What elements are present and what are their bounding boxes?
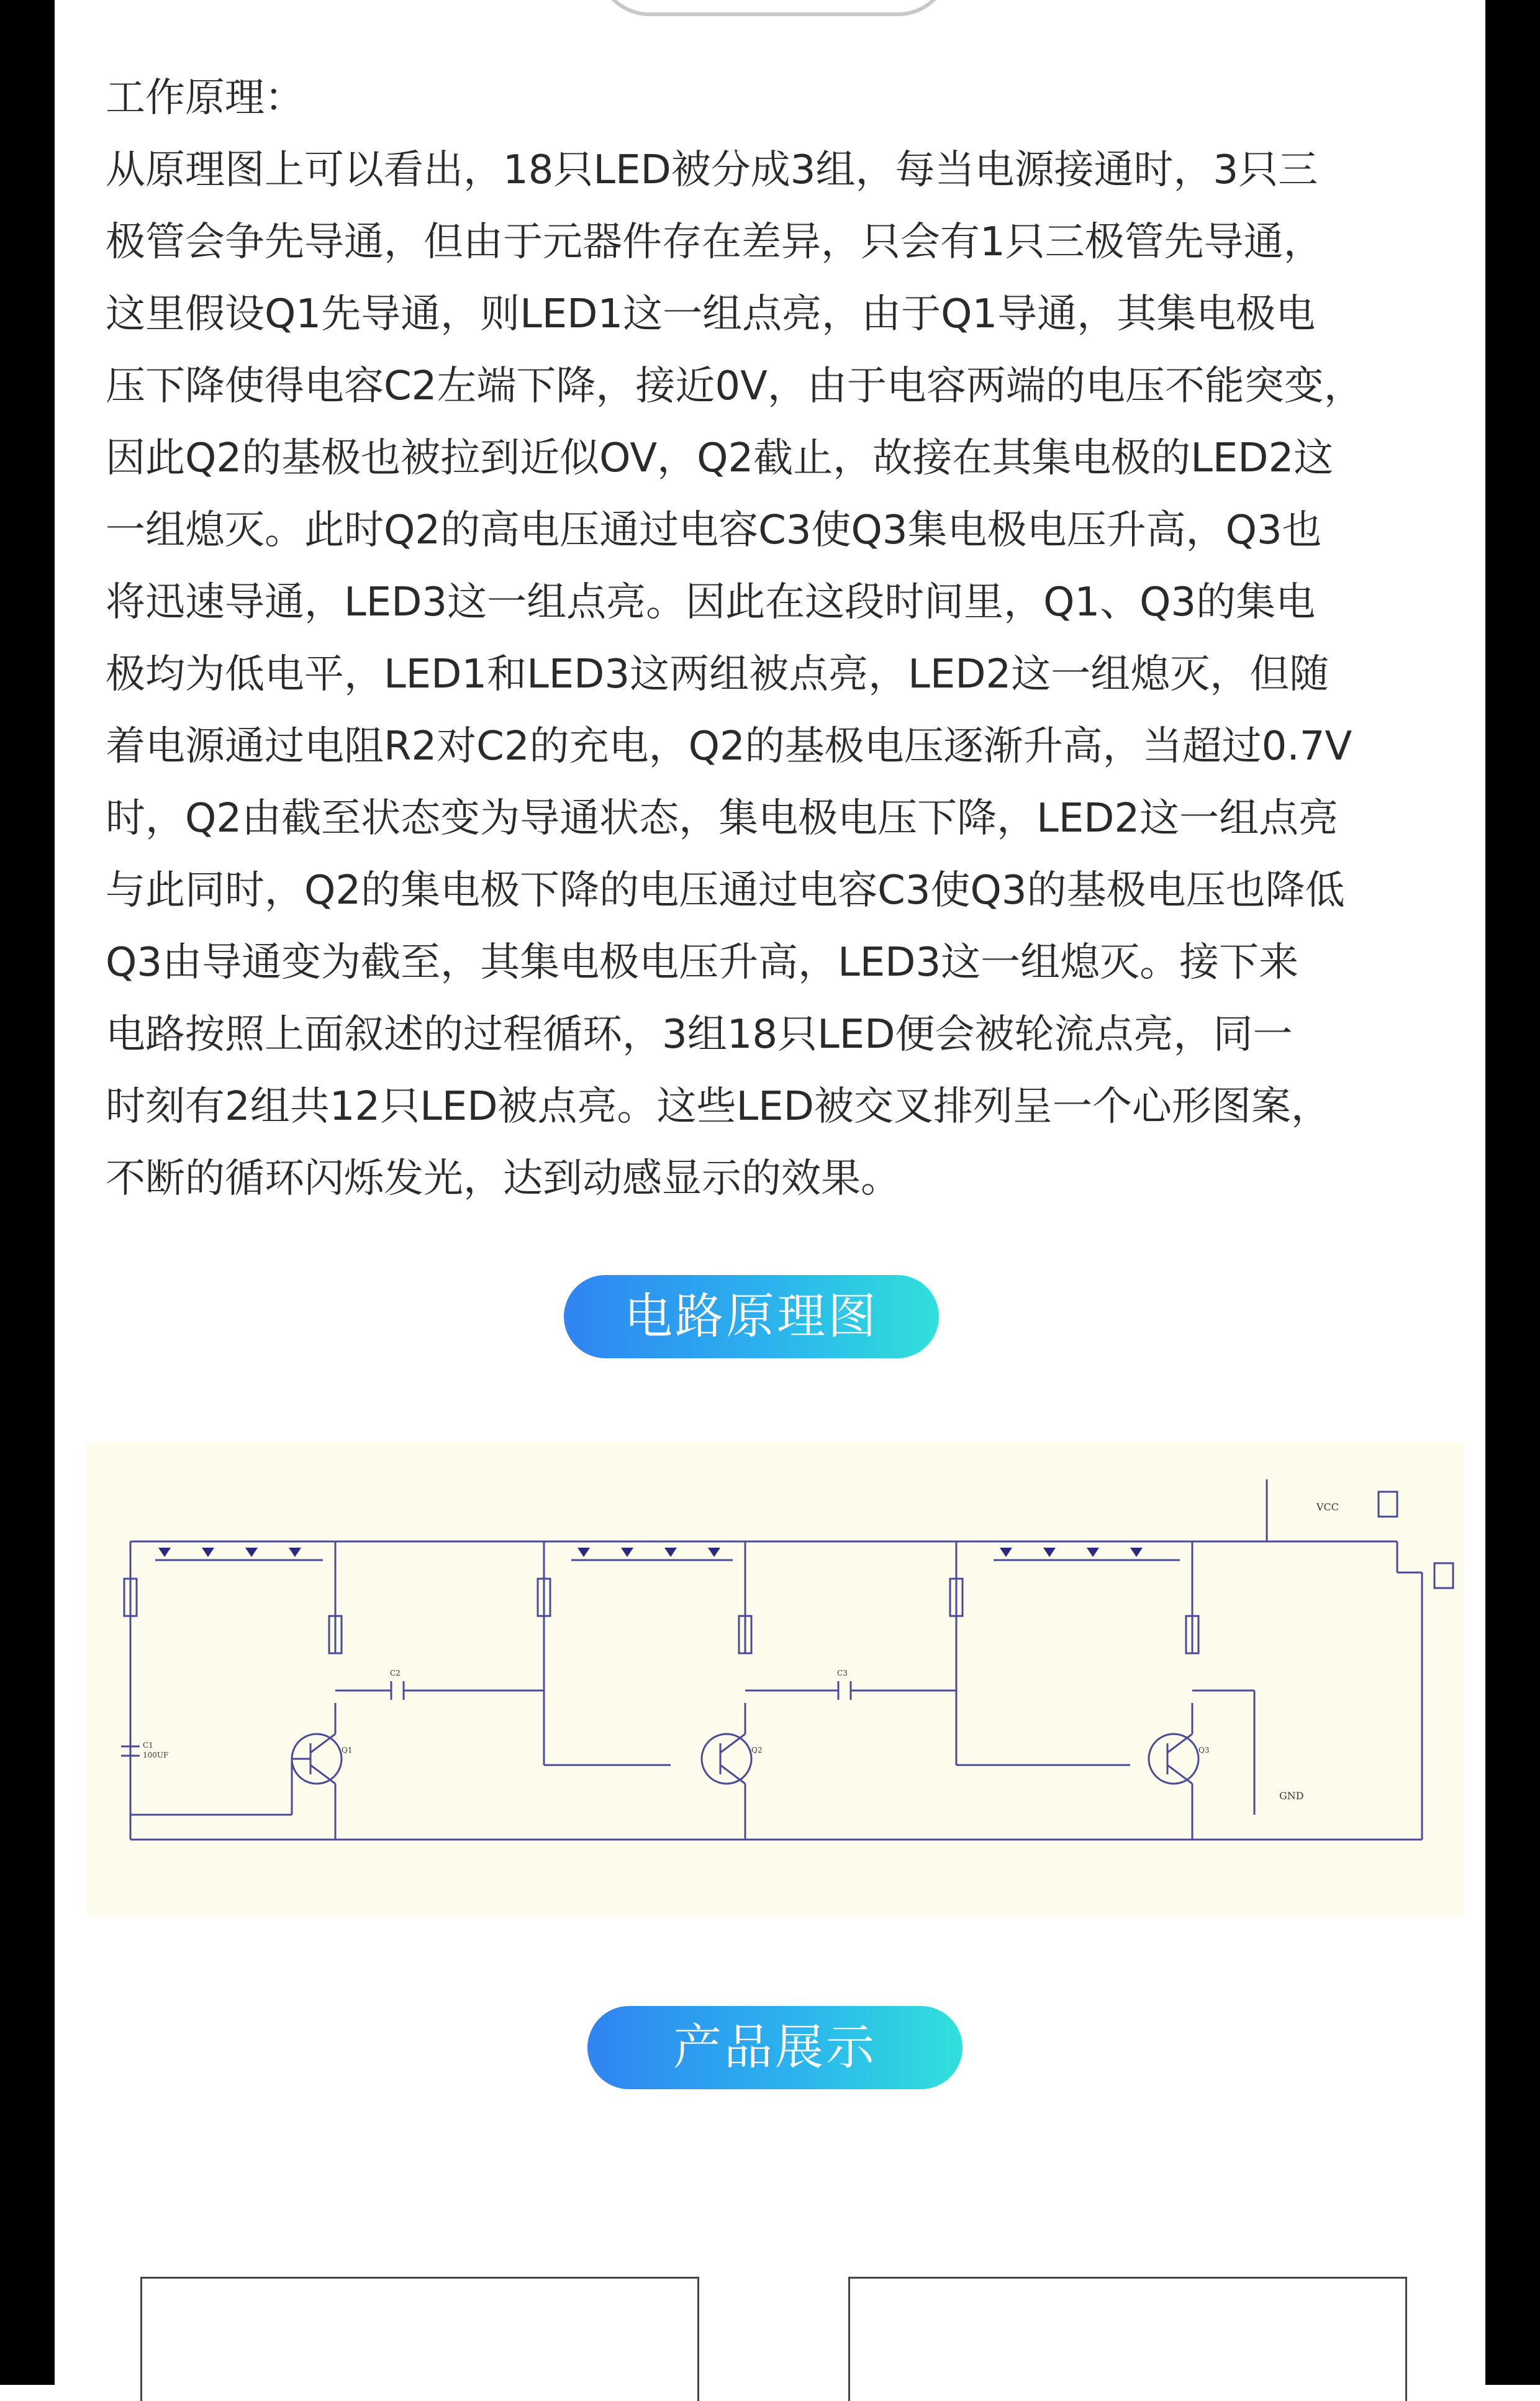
- intro-line: 时刻有2组共12只LED被点亮。这些LED被交叉排列呈一个心形图案，: [106, 1084, 1331, 1130]
- c2-label: C2: [390, 1669, 401, 1677]
- schematic-drawing: [87, 1442, 1464, 1917]
- intro-line: 不断的循环闪烁发光，达到动感显示的效果。: [106, 1156, 900, 1202]
- right-frame-border: [1485, 0, 1540, 2385]
- intro-line: 因此Q2的基极也被拉到近似OV，Q2截止，故接在其集电极的LED2这: [106, 435, 1334, 481]
- intro-line: 极管会争先导通，但由于元器件存在差异，只会有1只三极管先导通，: [106, 219, 1323, 265]
- intro-heading: 工作原理：: [106, 75, 304, 121]
- intro-line: 从原理图上可以看出，18只LED被分成3组，每当电源接通时，3只三: [106, 147, 1318, 193]
- c1-label: C1: [143, 1741, 153, 1750]
- intro-line: 极均为低电平，LED1和LED3这两组被点亮，LED2这一组熄灭，但随: [106, 651, 1329, 697]
- intro-line: 与此同时，Q2的集电极下降的电压通过电容C3使Q3的基极电压也降低: [106, 868, 1345, 914]
- gnd-label: GND: [1279, 1790, 1304, 1802]
- intro-line: 将迅速导通，LED3这一组点亮。因此在这段时间里，Q1、Q3的集电: [106, 579, 1316, 625]
- working-principle-text: [106, 62, 1490, 1215]
- c1-value: 100UF: [143, 1751, 169, 1759]
- intro-line: Q3由导通变为截至，其集电极电压升高，LED3这一组熄灭。接下来: [106, 940, 1299, 986]
- c3-label: C3: [837, 1669, 848, 1677]
- schematic-section-title: 电路原理图: [564, 1275, 939, 1358]
- product-image-frame: [140, 2277, 699, 2401]
- vcc-label: VCC: [1316, 1501, 1339, 1513]
- circuit-schematic: [87, 1442, 1464, 1917]
- q3-label: Q3: [1198, 1746, 1210, 1754]
- top-decoration: [596, 0, 951, 16]
- left-frame-border: [0, 0, 55, 2385]
- intro-line: 电路按照上面叙述的过程循环，3组18只LED便会被轮流点亮，同一: [106, 1012, 1293, 1058]
- intro-line: 这里假设Q1先导通，则LED1这一组点亮，由于Q1导通，其集电极电: [106, 291, 1316, 337]
- intro-line: 一组熄灭。此时Q2的高电压通过电容C3使Q3集电极电压升高，Q3也: [106, 507, 1322, 553]
- product-image-frame: [848, 2277, 1407, 2401]
- intro-line: 着电源通过电阻R2对C2的充电，Q2的基极电压逐渐升高，当超过0.7V: [106, 724, 1352, 769]
- products-section-title: 产品展示: [587, 2006, 962, 2089]
- intro-line: 压下降使得电容C2左端下降，接近0V，由于电容两端的电压不能突变，: [106, 363, 1364, 409]
- q1-label: Q1: [342, 1746, 353, 1754]
- intro-line: 时，Q2由截至状态变为导通状态，集电极电压下降，LED2这一组点亮: [106, 796, 1339, 842]
- q2-label: Q2: [751, 1746, 763, 1754]
